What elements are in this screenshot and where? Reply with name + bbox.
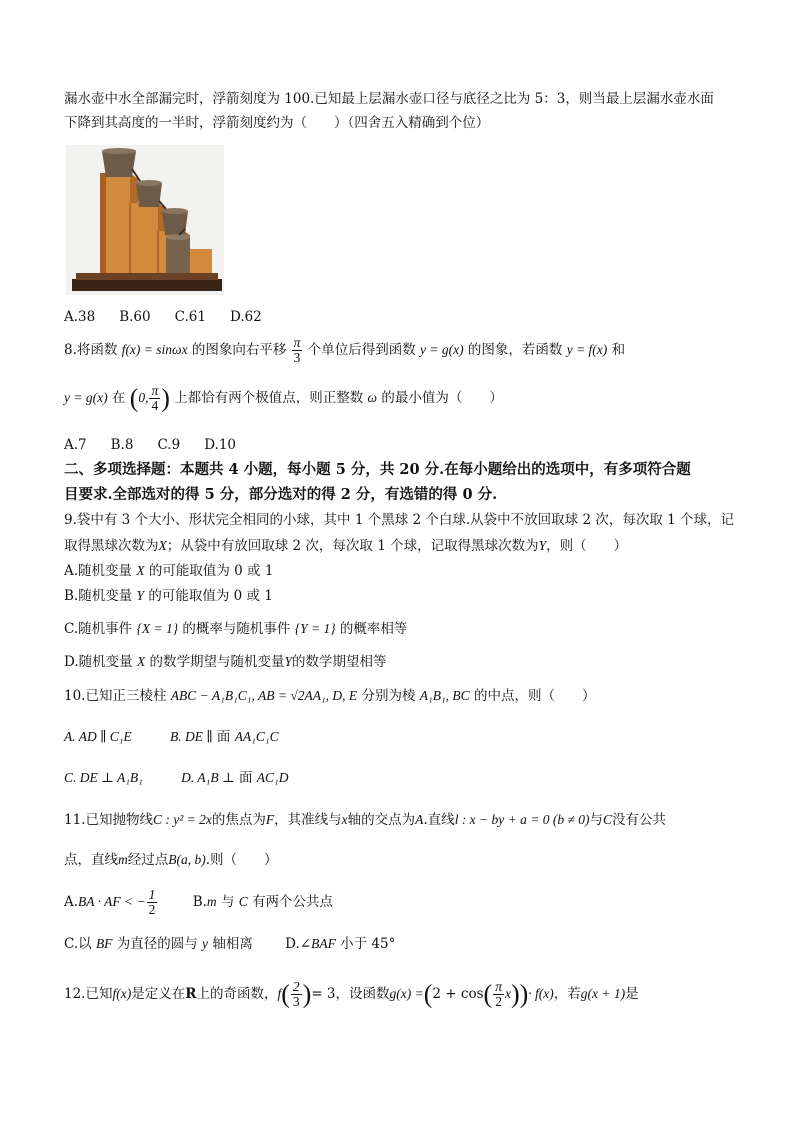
q9-line2: 取得黑球次数为X；从袋中有放回取球 2 次，每次取 1 个球，记取得黑球次数为Y，则（ ） [64, 538, 628, 554]
q7-line2: 下降到其高度的一半时，浮箭刻度约为（ ）（四舍五入精确到个位） [64, 115, 490, 131]
q8-line1 [64, 336, 625, 365]
q8-shift-fraction: $\frac{\pi}{3}$ [293, 335, 301, 366]
section2-heading-line2: 目要求.全部选对的得 5 分，部分选对的得 2 分，有选错的得 0 分. [64, 486, 498, 503]
q8-option-d[interactable]: D.10 [204, 437, 236, 453]
q8-option-b[interactable]: B.8 [110, 437, 134, 453]
q11-line1: 11.已知抛物线C : y² = 2x的焦点为F，其准线与x轴的交点为A.直线l : x − by + a = 0 (b ≠ 0)与C没有公共 [64, 812, 667, 828]
q11-option-a[interactable]: A.BA · AF < − $\frac{1}{2}$ [64, 887, 156, 918]
q7-option-b[interactable]: B.60 [119, 309, 151, 325]
q11-line2: 点，直线m经过点B(a, b).则（ ） [64, 852, 278, 868]
q10-stem: 10.已知正三棱柱 ABC − A₁B₁C₁, AB = √2AA₁, D, E 分别为棱 A₁B₁, BC 的中点，则（ ） [64, 688, 596, 704]
q8-omega: ω [367, 390, 378, 406]
q7-option-a[interactable]: A.38 [64, 309, 96, 325]
q8-mid1: 的图象向右平移 [191, 342, 287, 359]
q10-option-d[interactable]: D. A₁B ⊥ 面 AC₁D [181, 770, 289, 786]
q9-option-d[interactable]: D.随机变量 X 的数学期望与随机变量Y的数学期望相等 [64, 654, 387, 670]
q12-line1: 12.已知f(x)是定义在R上的奇函数，f( $\frac{2}{3}$ )= 3，设函数g(x) =(2 + cos( $\frac{\pi}{2}$ x))· f(x)，若g(x + 1)是 [64, 979, 639, 1010]
q10-option-b[interactable]: B. DE ∥ 面 AA₁C₁C [169, 729, 279, 745]
water-clock-image [66, 145, 224, 295]
q7-line1: 漏水壶中水全部漏完时，浮箭刻度为 100.已知最上层漏水壶口径与底径之比为 5：3，则当最上层漏水壶水面 [64, 91, 714, 107]
q10-options-row2 [64, 769, 288, 788]
q10-options-row1 [64, 728, 279, 747]
q8-interval-left: 0, [138, 390, 149, 406]
q8-prefix: 8.将函数 [64, 342, 118, 359]
q8-g-def: y = g(x) [420, 342, 464, 358]
q8-option-a[interactable]: A.7 [64, 437, 87, 453]
q8-line2: y = g(x) 在 (0, $\frac{\pi}{4}$ ) 上都恰有两个极值点，则正整数 ω 的最小值为（ ） [64, 383, 503, 414]
q7-options [64, 309, 286, 327]
q8-f-def: f(x) = sinωx [121, 342, 188, 358]
q10-option-a[interactable]: A. AD ∥ C₁E [64, 729, 132, 744]
q11-options-row1 [64, 888, 333, 917]
q10-option-c[interactable]: C. DE ⊥ A₁B₁ [64, 770, 143, 785]
q8-line2-g: y = g(x) [64, 390, 108, 406]
q11-options-row2 [64, 935, 395, 954]
q9-option-c[interactable]: C.随机事件 {X = 1} 的概率与随机事件 {Y = 1} 的概率相等 [64, 621, 408, 637]
section2-heading-line1: 二、多项选择题：本题共 4 小题，每小题 5 分，共 20 分.在每小题给出的选项中，有多项符合题 [64, 461, 691, 478]
q8-mid3: 的图象，若函数 [467, 342, 563, 359]
q11-option-c[interactable]: C.以 BF 为直径的圆与 y 轴相离 [64, 936, 253, 952]
q8-options [64, 437, 260, 455]
q9-line1: 9.袋中有 3 个大小、形状完全相同的小球，其中 1 个黑球 2 个白球.从袋中不放回取球 2 次，每次取 1 个球，记 [64, 512, 735, 528]
q7-option-d[interactable]: D.62 [229, 309, 262, 325]
q8-in: 在 [111, 390, 126, 407]
q8-f2: y = f(x) [566, 342, 608, 358]
q8-interval-fraction: $\frac{\pi}{4}$ [151, 383, 159, 414]
q7-option-c[interactable]: C.61 [174, 309, 206, 325]
q9-option-b[interactable]: B.随机变量 Y 的可能取值为 0 或 1 [64, 588, 273, 604]
q8-line2-end: 的最小值为（ ） [381, 390, 503, 407]
q9-option-a[interactable]: A.随机变量 X 的可能取值为 0 或 1 [64, 563, 274, 579]
q11-option-b[interactable]: B.m 与 C 有两个公共点 [192, 894, 334, 911]
q11-option-d[interactable]: D.∠BAF 小于 45° [285, 936, 396, 952]
q8-option-c[interactable]: C.9 [157, 437, 181, 453]
q8-line2-rest: 上都恰有两个极值点，则正整数 [174, 390, 364, 407]
q8-and: 和 [611, 342, 626, 359]
q8-mid2: 个单位后得到函数 [307, 342, 416, 359]
